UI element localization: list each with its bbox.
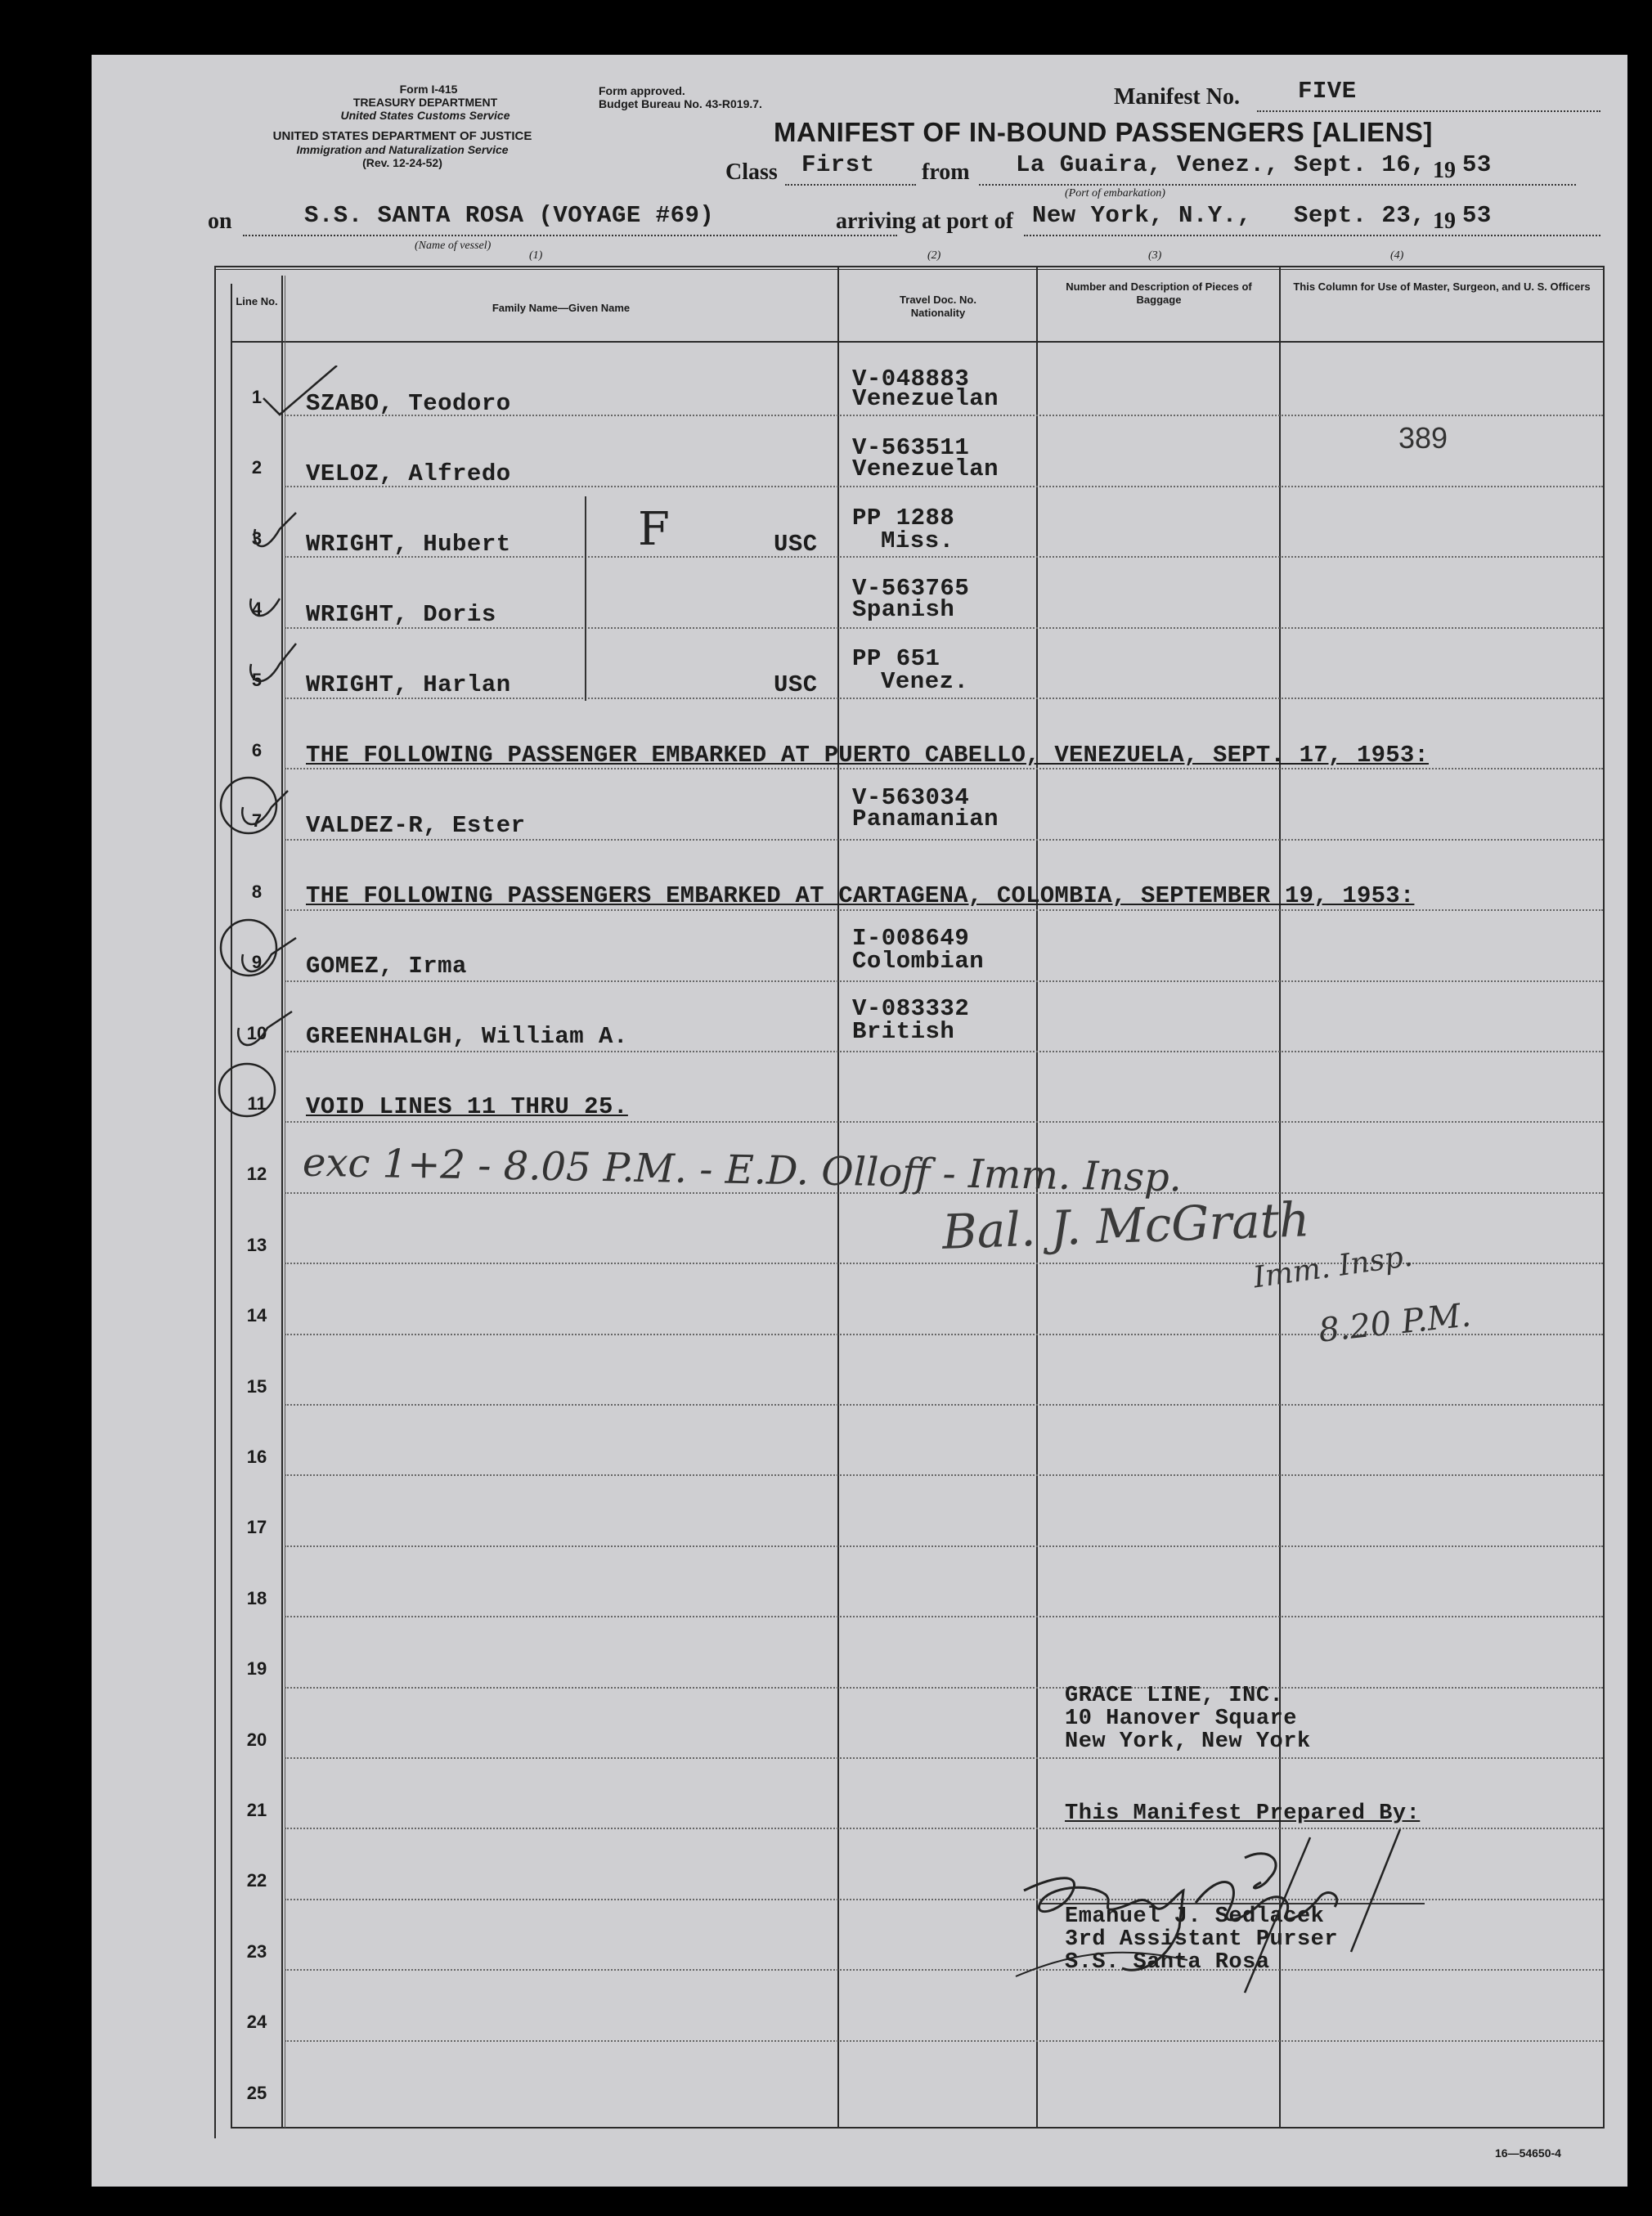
inspector-title: Imm. Insp. xyxy=(1251,1239,1415,1295)
line-number: 8 xyxy=(251,881,263,902)
row-separator xyxy=(285,909,1603,911)
usc-mark: USC xyxy=(774,671,818,698)
customs-service: United States Customs Service xyxy=(340,109,510,122)
vessel-name: S.S. SANTA ROSA (VOYAGE #69) xyxy=(304,202,715,229)
row-separator xyxy=(285,1687,1603,1689)
nationality: Venezuelan xyxy=(852,455,999,482)
col-num-3: (3) xyxy=(1148,249,1162,262)
travel-doc: PP 1288 xyxy=(852,505,955,532)
header-baggage: Number and Description of Pieces of Baggage xyxy=(1066,280,1252,306)
passenger-name: WRIGHT, Hubert xyxy=(306,531,511,558)
arrival-port: New York, N.Y., xyxy=(1032,202,1252,229)
preparer-name: Emanuel J. Sedlacek xyxy=(1065,1904,1325,1929)
line-number: 17 xyxy=(246,1517,267,1537)
void-lines-note: VOID LINES 11 THRU 25. xyxy=(306,1093,628,1120)
col-num-1: (1) xyxy=(529,249,543,262)
manifest-no-label: Manifest No. xyxy=(1114,84,1240,110)
footer-code: 16—54650-4 xyxy=(1495,2146,1561,2160)
line-number: 22 xyxy=(246,1870,267,1891)
family-mark: F xyxy=(638,503,670,556)
embarkation-port: La Guaira, Venez., xyxy=(1016,151,1280,178)
passenger-name: VALDEZ-R, Ester xyxy=(306,812,526,839)
travel-doc: V-563511 xyxy=(852,434,970,461)
header-line-no: Line No. xyxy=(236,295,278,307)
inspection-time: 8.20 P.M. xyxy=(1317,1296,1473,1350)
passenger-name: GOMEZ, Irma xyxy=(306,953,467,980)
vessel-caption: (Name of vessel) xyxy=(415,240,492,252)
treasury-dept: TREASURY DEPARTMENT xyxy=(352,96,498,109)
form-approved: Form approved. xyxy=(599,84,685,97)
line-number: 6 xyxy=(251,740,263,760)
travel-doc: V-563034 xyxy=(852,784,970,811)
travel-doc: V-083332 xyxy=(852,995,970,1022)
row-separator xyxy=(285,839,1603,841)
nationality: Miss. xyxy=(881,527,954,554)
nationality: Spanish xyxy=(852,596,955,623)
prepared-by-label: This Manifest Prepared By: xyxy=(1065,1801,1421,1826)
line-number: 19 xyxy=(246,1658,267,1679)
from-label: from xyxy=(922,159,970,185)
embarkation-year: 53 xyxy=(1462,151,1492,178)
line-number: 4 xyxy=(251,599,263,619)
nationality: Venezuelan xyxy=(852,385,999,412)
nationality: Colombian xyxy=(852,948,985,975)
line-number: 15 xyxy=(246,1376,267,1397)
travel-doc: PP 651 xyxy=(852,645,940,672)
inspection-note: exc 1+2 - 8.05 P.M. - E.D. Olloff - Imm. Insp. xyxy=(302,1139,1183,1201)
family-bracket xyxy=(585,496,586,701)
line-number: 2 xyxy=(251,457,263,478)
row-separator xyxy=(285,980,1603,982)
nationality: British xyxy=(852,1018,955,1045)
manifest-number: FIVE xyxy=(1298,78,1357,105)
class-value: First xyxy=(801,151,875,178)
row-separator xyxy=(285,2040,1603,2042)
company-name: GRACE LINE, INC. xyxy=(1065,1684,1284,1708)
line-number: 7 xyxy=(251,810,263,831)
line-number: 18 xyxy=(246,1588,267,1608)
form-number: Form I-415 xyxy=(399,83,458,96)
line-number: 25 xyxy=(246,2083,267,2103)
inspector-signature: Bal. J. McGrath xyxy=(940,1191,1311,1260)
col-num-4: (4) xyxy=(1390,249,1404,262)
travel-doc: V-048883 xyxy=(852,366,970,393)
line-number: 10 xyxy=(246,1023,267,1043)
officer-number: 389 xyxy=(1398,421,1448,455)
manifest-sheet xyxy=(92,55,1627,2187)
line-number: 14 xyxy=(246,1305,267,1326)
embarkation-date: Sept. 16, xyxy=(1294,151,1426,178)
class-label: Class xyxy=(725,159,778,185)
row-separator xyxy=(285,1616,1603,1617)
nationality: Venez. xyxy=(881,668,969,695)
ins-service: Immigration and Naturalization Service xyxy=(296,143,509,156)
on-label: on xyxy=(208,209,232,234)
line-number: 1 xyxy=(251,387,263,407)
budget-bureau: Budget Bureau No. 43-R019.7. xyxy=(599,97,762,110)
row-separator xyxy=(285,1545,1603,1547)
passenger-name: VELOZ, Alfredo xyxy=(306,460,511,487)
company-address1: 10 Hanover Square xyxy=(1065,1707,1297,1731)
arrival-year-prefix: 19 xyxy=(1433,209,1456,234)
row-separator xyxy=(285,1757,1603,1759)
line-number: 20 xyxy=(246,1729,267,1750)
header-doc: Travel Doc. No. Nationality xyxy=(900,294,976,319)
line-number: 3 xyxy=(251,528,263,549)
row-separator xyxy=(285,1404,1603,1406)
passenger-name: SZABO, Teodoro xyxy=(306,390,511,417)
form-revision: (Rev. 12-24-52) xyxy=(362,156,442,169)
arrival-date: Sept. 23, xyxy=(1294,202,1426,229)
row-separator xyxy=(285,1474,1603,1476)
col-num-2: (2) xyxy=(927,249,941,262)
usc-mark: USC xyxy=(774,531,818,558)
line-number: 21 xyxy=(246,1800,267,1820)
line-number: 5 xyxy=(251,670,263,690)
header-officers: This Column for Use of Master, Surgeon, and U. S. Officers xyxy=(1293,280,1591,293)
line-number: 9 xyxy=(251,952,263,972)
justice-dept: UNITED STATES DEPARTMENT OF JUSTICE xyxy=(272,129,532,143)
line-number: 11 xyxy=(247,1093,267,1114)
travel-doc: I-008649 xyxy=(852,925,970,952)
check-marks xyxy=(206,366,394,1118)
port-caption: (Port of embarkation) xyxy=(1065,187,1165,200)
passenger-name: GREENHALGH, William A. xyxy=(306,1023,628,1050)
line-number: 12 xyxy=(246,1164,267,1184)
purser-signature xyxy=(999,1813,1506,2025)
line-number: 24 xyxy=(246,2012,267,2032)
year-prefix: 19 xyxy=(1433,158,1456,183)
embark-note-puerto-cabello: THE FOLLOWING PASSENGER EMBARKED AT PUERTO CABELLO, VENEZUELA, SEPT. 17, 1953: xyxy=(306,742,1430,769)
manifest-title: MANIFEST OF IN-BOUND PASSENGERS [ALIENS] xyxy=(774,117,1433,147)
travel-doc: V-563765 xyxy=(852,575,970,602)
preparer-ship: S.S. Santa Rosa xyxy=(1065,1950,1270,1975)
company-address2: New York, New York xyxy=(1065,1729,1311,1754)
row-separator xyxy=(285,1051,1603,1052)
preparer-title: 3rd Assistant Purser xyxy=(1065,1927,1339,1952)
line-number: 23 xyxy=(246,1941,267,1962)
embark-note-cartagena: THE FOLLOWING PASSENGERS EMBARKED AT CARTAGENA, COLOMBIA, SEPTEMBER 19, 1953: xyxy=(306,882,1415,909)
header-name: Family Name—Given Name xyxy=(492,302,631,314)
nationality: Panamanian xyxy=(852,805,999,832)
row-separator xyxy=(285,1121,1603,1123)
arriving-label: arriving at port of xyxy=(836,209,1013,234)
line-number: 16 xyxy=(246,1447,267,1467)
passenger-name: WRIGHT, Doris xyxy=(306,601,496,628)
passenger-name: WRIGHT, Harlan xyxy=(306,671,511,698)
line-number: 13 xyxy=(246,1235,267,1255)
arrival-year: 53 xyxy=(1462,202,1492,229)
